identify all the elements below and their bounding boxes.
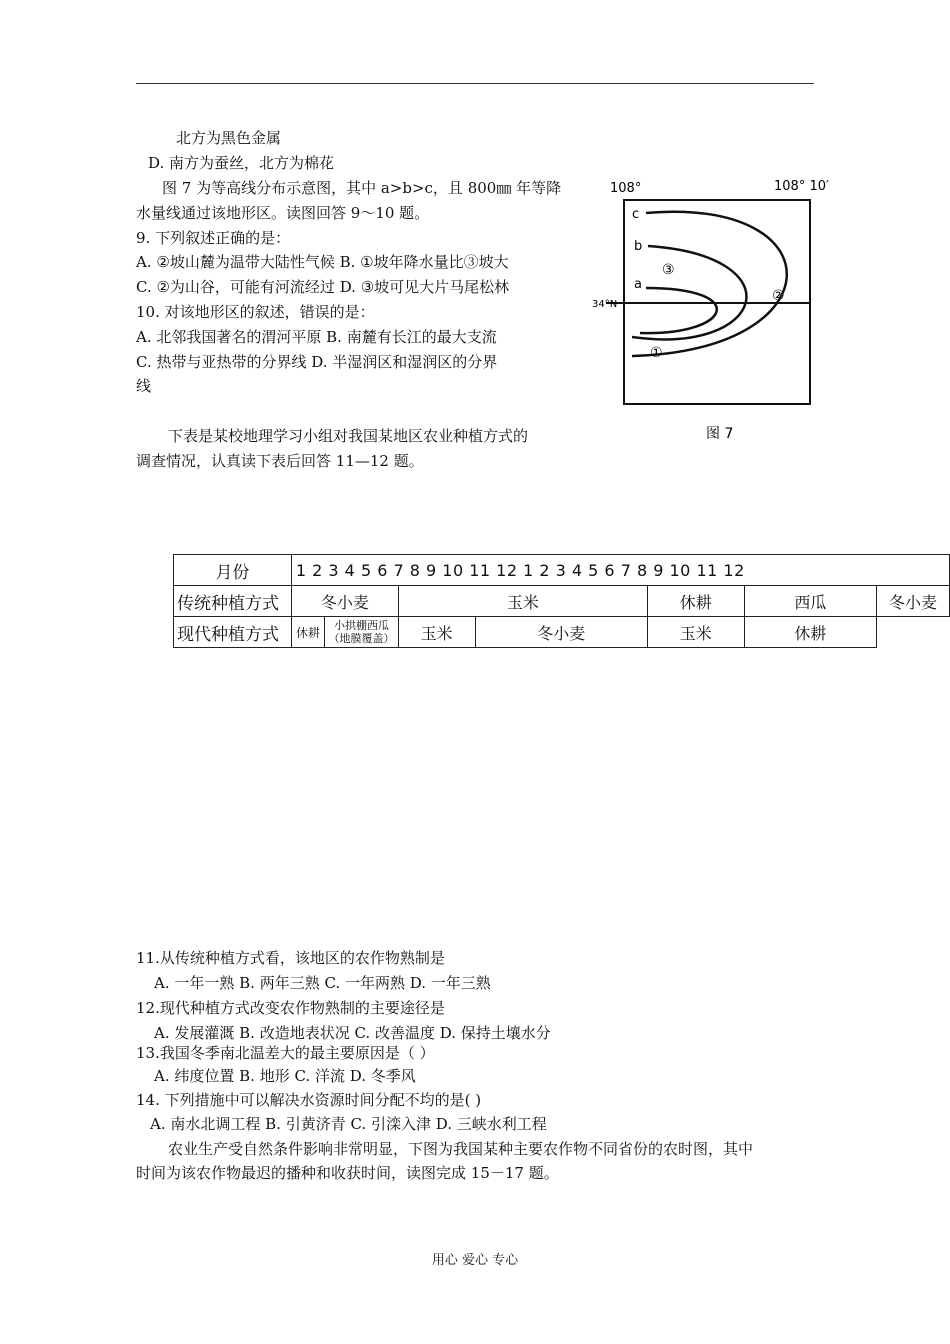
contour-a <box>640 288 717 333</box>
table-cell: 冬小麦 <box>475 617 647 648</box>
longitude-right-label: 108° 10′ <box>774 179 829 194</box>
figure-caption: 图 7 <box>706 426 734 442</box>
option-line: C. ②为山谷，可能有河流经过 D. ③坡可见大片马尾松林 <box>136 278 510 296</box>
months-row: 1 2 3 4 5 6 7 8 9 10 11 12 1 2 3 4 5 6 7 8 9 10 11 12 <box>291 555 949 586</box>
text-line: 北方为黑色金属 <box>176 129 282 147</box>
option-line: A. 一年一熟 B. 两年三熟 C. 一年两熟 D. 一年三熟 <box>154 974 491 992</box>
label-b: b <box>634 239 643 254</box>
table-cell: 冬小麦 <box>877 586 950 617</box>
option-line: A. 发展灌溉 B. 改造地表状况 C. 改善温度 D. 保持土壤水分 <box>154 1024 551 1042</box>
question-9: 9. 下列叙述正确的是： <box>136 229 291 247</box>
text-line: 农业生产受自然条件影响非常明显，下图为我国某种主要农作物不同省份的农时图，其中 <box>168 1140 754 1158</box>
question-11: 11.从传统种植方式看，该地区的农作物熟制是 <box>136 949 445 967</box>
page-footer: 用心 爱心 专心 <box>431 1253 519 1268</box>
table-cell: 西瓜 <box>744 586 876 617</box>
table-cell: 玉米 <box>398 617 475 648</box>
label-1: ① <box>650 345 663 361</box>
label-a: a <box>634 277 642 292</box>
table-header: 月份 <box>174 555 292 586</box>
option-line: A. 北邻我国著名的渭河平原 B. 南麓有长江的最大支流 <box>136 328 497 346</box>
text-line: D. 南方为蚕丝，北方为棉花 <box>148 154 335 172</box>
text-line: 调查情况，认真读下表后回答 11—12 题。 <box>136 452 424 470</box>
text-line: 水量线通过该地形区。读图回答 9～10 题。 <box>136 204 430 222</box>
text-line: 图 7 为等高线分布示意图，其中 a>b>c，且 800㎜ 年等降 <box>162 179 562 197</box>
question-14: 14. 下列措施中可以解决水资源时间分配不均的是( ) <box>136 1091 482 1109</box>
question-12: 12.现代种植方式改变农作物熟制的主要途径是 <box>136 999 445 1017</box>
contour-figure <box>592 176 829 446</box>
table-cell: 休耕 <box>647 586 744 617</box>
header-rule <box>136 83 814 84</box>
option-line: C. 热带与亚热带的分界线 D. 半湿润区和湿润区的分界 <box>136 353 498 371</box>
question-10: 10. 对该地形区的叙述，错误的是： <box>136 303 375 321</box>
label-c: c <box>632 207 640 222</box>
label-3: ③ <box>662 262 675 278</box>
table-cell: 冬小麦 <box>291 586 398 617</box>
text-line: 时间为该农作物最迟的播种和收获时间，读图完成 15－17 题。 <box>136 1164 559 1182</box>
option-line: 线 <box>136 377 152 395</box>
contour-c <box>632 212 787 356</box>
table-cell: 休耕 <box>744 617 876 648</box>
latitude-label: 34°N <box>592 299 618 310</box>
longitude-left-label: 108° <box>610 181 642 196</box>
option-line: A. 纬度位置 B. 地形 C. 洋流 D. 冬季风 <box>154 1067 416 1085</box>
table-cell: 玉米 <box>398 586 647 617</box>
row-label-traditional: 传统种植方式 <box>174 586 292 617</box>
option-line: A. 南水北调工程 B. 引黄济青 C. 引滦入津 D. 三峡水利工程 <box>150 1115 547 1133</box>
label-2: ② <box>772 288 785 304</box>
question-13: 13.我国冬季南北温差大的最主要原因是（ ） <box>136 1044 435 1062</box>
table-cell: 小拱棚西瓜 （地膜覆盖） <box>325 617 399 648</box>
table-cell: 休耕 <box>291 617 324 648</box>
text-line: 下表是某校地理学习小组对我国某地区农业种植方式的 <box>168 427 529 445</box>
option-line: A. ②坡山麓为温带大陆性气候 B. ①坡年降水量比③坡大 <box>136 253 509 271</box>
row-label-modern: 现代种植方式 <box>174 617 292 648</box>
table-cell: 玉米 <box>647 617 744 648</box>
cropping-table <box>173 554 950 648</box>
